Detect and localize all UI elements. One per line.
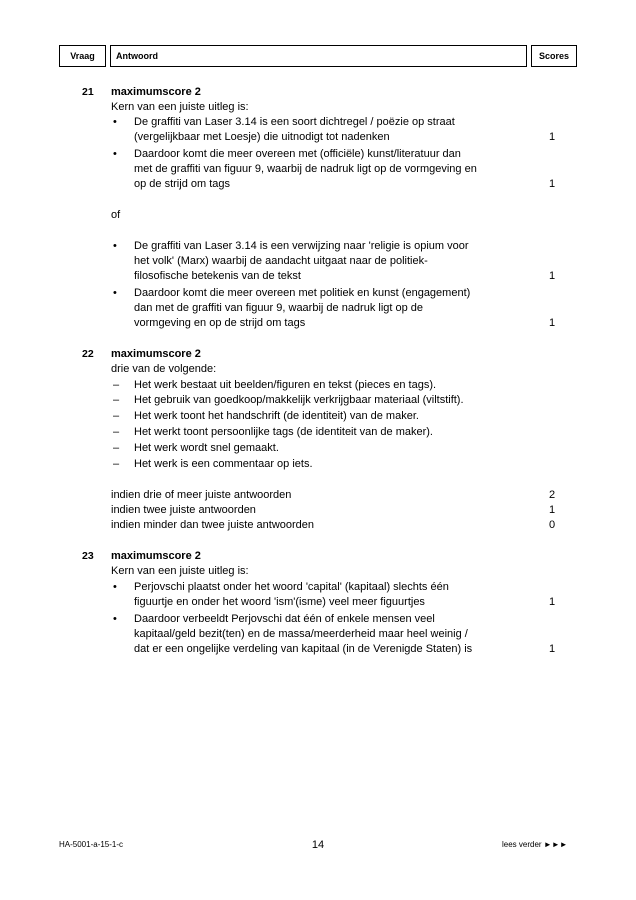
footer-next: lees verder ►►► bbox=[502, 840, 568, 849]
answer-line: De graffiti van Laser 3.14 is een soort dichtregel / poëzie op straat bbox=[134, 116, 455, 128]
header-antwoord: Antwoord bbox=[110, 45, 527, 67]
score-value: 2 bbox=[548, 489, 556, 501]
list-item: Het gebruik van goedkoop/makkelijk verkrijgbaar materiaal (viltstift). bbox=[134, 394, 464, 406]
question-title: maximumscore 2 bbox=[111, 86, 201, 98]
answer-line: De graffiti van Laser 3.14 is een verwijzing naar 'religie is opium voor bbox=[134, 240, 469, 252]
answer-line: figuurtje en onder het woord 'ism'(isme) veel meer figuurtjes bbox=[134, 596, 425, 608]
score-value: 1 bbox=[548, 317, 556, 329]
score-value: 1 bbox=[548, 270, 556, 282]
answer-line: vormgeving en op de strijd om tags bbox=[134, 317, 306, 329]
dash-marker: – bbox=[113, 410, 120, 422]
answer-line: kapitaal/geld bezit(ten) en de massa/meerderheid maar heel weinig / bbox=[134, 628, 468, 640]
question-number: 21 bbox=[82, 86, 94, 98]
score-value: 1 bbox=[548, 131, 556, 143]
answer-line: het volk' (Marx) waarbij de aandacht uitgaat naar de politiek- bbox=[134, 255, 428, 267]
bullet-marker: • bbox=[113, 116, 117, 128]
question-title: maximumscore 2 bbox=[111, 348, 201, 360]
score-value: 0 bbox=[548, 519, 556, 531]
question-intro: Kern van een juiste uitleg is: bbox=[111, 565, 249, 577]
header-vraag: Vraag bbox=[59, 45, 106, 67]
answer-line: op de strijd om tags bbox=[134, 178, 230, 190]
list-item: Het werk is een commentaar op iets. bbox=[134, 458, 313, 470]
list-item: Het werk bestaat uit beelden/figuren en tekst (pieces en tags). bbox=[134, 379, 437, 391]
dash-marker: – bbox=[113, 394, 120, 406]
score-value: 1 bbox=[548, 643, 556, 655]
question-number: 22 bbox=[82, 348, 94, 360]
answer-line: Perjovschi plaatst onder het woord 'capital' (kapitaal) slechts één bbox=[134, 581, 449, 593]
bullet-marker: • bbox=[113, 581, 117, 593]
answer-line: dat er een ongelijke verdeling van kapitaal (in de Verenigde Staten) is bbox=[134, 643, 473, 655]
answer-line: Daardoor komt die meer overeen met politiek en kunst (engagement) bbox=[134, 287, 471, 299]
answer-line: met de graffiti van figuur 9, waarbij de nadruk ligt op de vormgeving en bbox=[134, 163, 477, 175]
footer-code: HA-5001-a-15-1-c bbox=[59, 840, 124, 849]
answer-line: Daardoor verbeeldt Perjovschi dat één of enkele mensen veel bbox=[134, 613, 435, 625]
scoring-rule: indien drie of meer juiste antwoorden bbox=[111, 489, 292, 501]
question-number: 23 bbox=[82, 550, 94, 562]
answer-line: (vergelijkbaar met Loesje) die uitnodigt tot nadenken bbox=[134, 131, 390, 143]
question-intro: drie van de volgende: bbox=[111, 363, 217, 375]
list-item: Het werkt toont persoonlijke tags (de identiteit van de maker). bbox=[134, 426, 433, 438]
scoring-rule: indien twee juiste antwoorden bbox=[111, 504, 256, 516]
list-item: Het werk wordt snel gemaakt. bbox=[134, 442, 279, 454]
answer-line: dan met de graffiti van figuur 9, waarbij de nadruk ligt op de bbox=[134, 302, 424, 314]
score-value: 1 bbox=[548, 504, 556, 516]
question-intro: Kern van een juiste uitleg is: bbox=[111, 101, 249, 113]
answer-line: filosofische betekenis van de tekst bbox=[134, 270, 301, 282]
list-item: Het werk toont het handschrift (de identiteit) van de maker. bbox=[134, 410, 419, 422]
header-scores: Scores bbox=[531, 45, 577, 67]
alternative-or: of bbox=[111, 209, 121, 221]
dash-marker: – bbox=[113, 458, 120, 470]
question-title: maximumscore 2 bbox=[111, 550, 201, 562]
bullet-marker: • bbox=[113, 148, 117, 160]
bullet-marker: • bbox=[113, 287, 117, 299]
score-value: 1 bbox=[548, 596, 556, 608]
score-value: 1 bbox=[548, 178, 556, 190]
dash-marker: – bbox=[113, 426, 120, 438]
dash-marker: – bbox=[113, 442, 120, 454]
answer-line: Daardoor komt die meer overeen met (officiële) kunst/literatuur dan bbox=[134, 148, 461, 160]
bullet-marker: • bbox=[113, 613, 117, 625]
page-number: 14 bbox=[311, 839, 325, 851]
bullet-marker: • bbox=[113, 240, 117, 252]
scoring-rule: indien minder dan twee juiste antwoorden bbox=[111, 519, 315, 531]
dash-marker: – bbox=[113, 379, 120, 391]
